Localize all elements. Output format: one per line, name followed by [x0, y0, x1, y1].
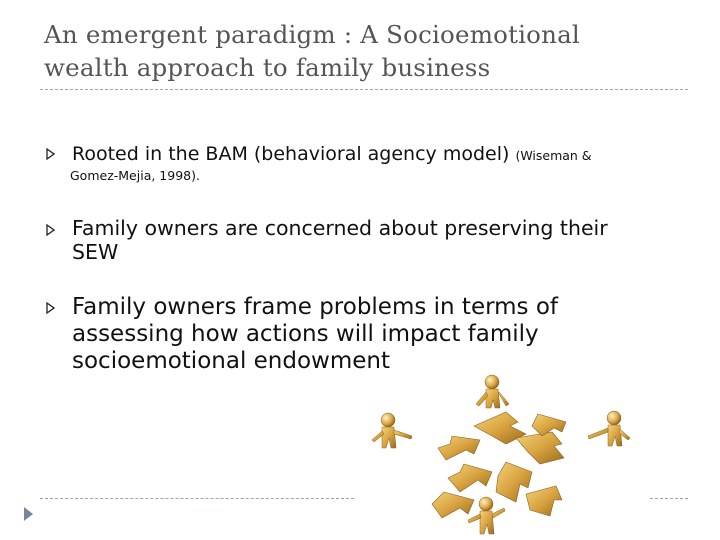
footer-divider-right — [650, 498, 688, 499]
nav-arrow-icon[interactable] — [24, 507, 33, 521]
bullet-item-3 — [72, 294, 672, 375]
gold-figures-arrows-illustration — [356, 374, 646, 540]
bullet-3-line-1: Family owners frame problems in terms of — [72, 294, 559, 320]
footer-divider-left — [40, 498, 354, 499]
bullet-2-line-1: Family owners are concerned about preserving their — [72, 216, 608, 240]
bullet-icon — [46, 224, 55, 238]
bullet-1-citation-b: Gomez-Mejia, 1998). — [70, 168, 200, 183]
bullet-2-line-2: SEW — [72, 240, 119, 264]
bullet-item-2 — [72, 216, 672, 264]
bullet-3-line-3: socioemotional endowment — [72, 348, 391, 374]
title-line-1: An emergent paradigm : A Socioemotional — [44, 20, 580, 49]
bullet-1-text: Rooted in the BAM (behavioral agency model) — [72, 143, 510, 165]
title-divider — [40, 89, 688, 90]
title-line-2: wealth approach to family business — [44, 53, 491, 82]
bullet-3-line-2: assessing how actions will impact family — [72, 321, 539, 347]
bullet-1-citation-a: (Wiseman & — [515, 148, 592, 163]
bullet-icon — [46, 302, 55, 316]
page-title — [44, 18, 684, 84]
bullet-icon — [46, 148, 55, 162]
bullet-item-1 — [72, 143, 672, 184]
